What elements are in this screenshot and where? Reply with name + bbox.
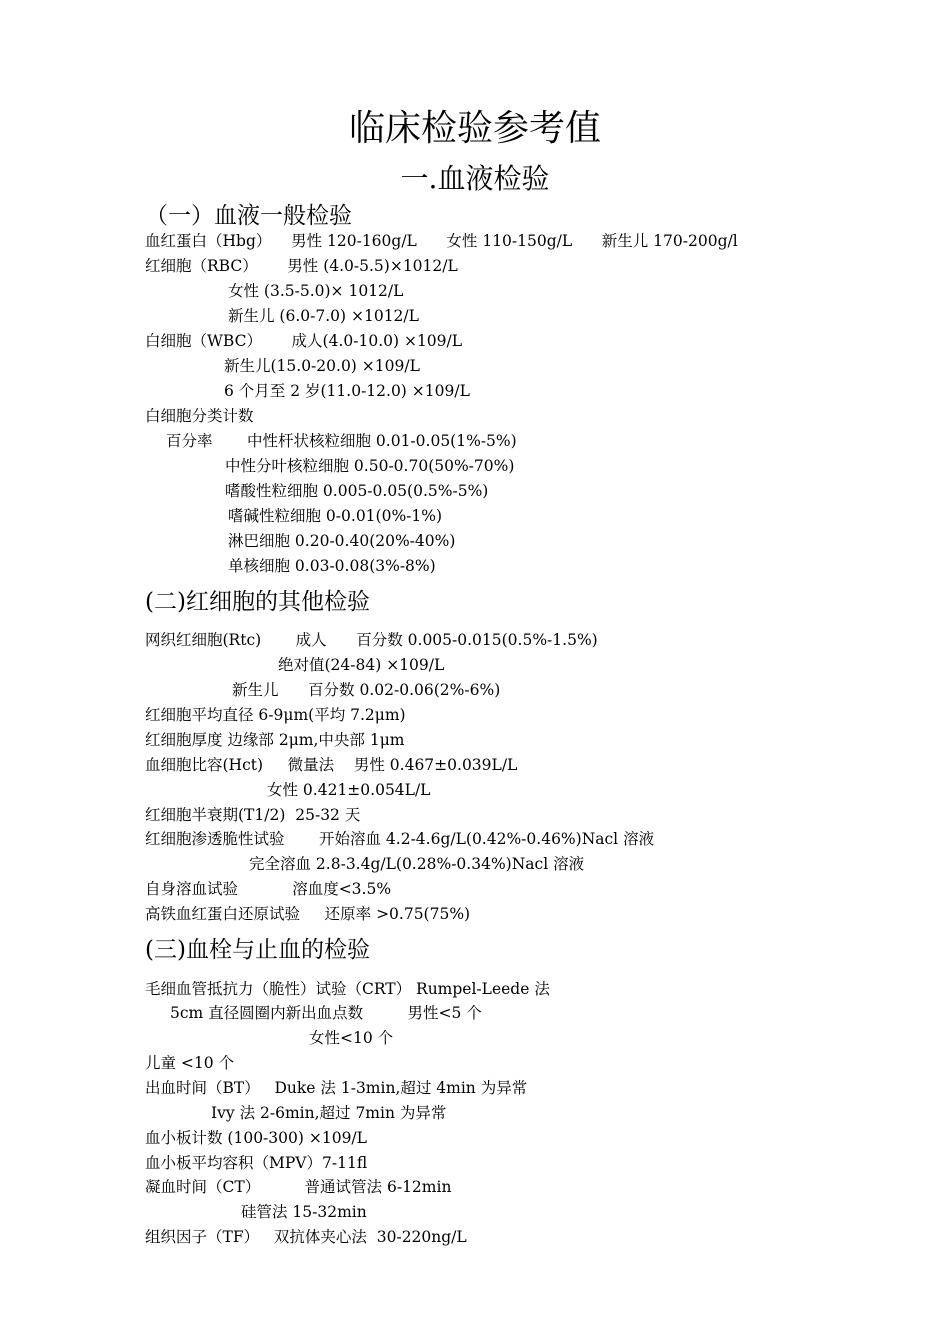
text-line: 女性 (3.5-5.0)× 1012/L: [228, 282, 404, 300]
text-line: 嗜酸性粒细胞 0.005-0.05(0.5%-5%): [225, 482, 489, 500]
text-line: 中性分叶核粒细胞 0.50-0.70(50%-70%): [225, 457, 515, 475]
text-line: 组织因子（TF） 双抗体夹心法 30-220ng/L: [145, 1228, 467, 1246]
text-line: 红细胞厚度 边缘部 2μm,中央部 1μm: [145, 731, 405, 749]
text-line: Ivy 法 2-6min,超过 7min 为异常: [211, 1104, 447, 1122]
text-line: 高铁血红蛋白还原试验 还原率 >0.75(75%): [145, 905, 471, 923]
text-line: 完全溶血 2.8-3.4g/L(0.28%-0.34%)Nacl 溶液: [249, 855, 585, 873]
text-line: 儿童 <10 个: [145, 1054, 235, 1072]
text-line: 新生儿 百分数 0.02-0.06(2%-6%): [232, 681, 501, 699]
text-line: 嗜碱性粒细胞 0-0.01(0%-1%): [228, 507, 443, 525]
text-line: 6 个月至 2 岁(11.0-12.0) ×109/L: [224, 382, 470, 400]
text-line: 5cm 直径圆圈内新出血点数 男性<5 个: [170, 1004, 482, 1022]
text-line: 百分率 中性杆状核粒细胞 0.01-0.05(1%-5%): [166, 432, 517, 450]
text-line: 血细胞比容(Hct) 微量法 男性 0.467±0.039L/L: [145, 756, 518, 774]
text-line: 新生儿 (6.0-7.0) ×1012/L: [228, 307, 419, 325]
text-line: 淋巴细胞 0.20-0.40(20%-40%): [228, 532, 456, 550]
text-line: 红细胞半衰期(T1/2) 25-32 天: [145, 806, 361, 824]
text-line: 网织红细胞(Rtc) 成人 百分数 0.005-0.015(0.5%-1.5%): [145, 631, 598, 649]
chapter-heading: 一.血液检验: [400, 162, 550, 195]
document-title: 临床检验参考值: [348, 108, 601, 149]
text-line: 白细胞分类计数: [145, 407, 254, 425]
text-line: 凝血时间（CT） 普通试管法 6-12min: [145, 1178, 452, 1196]
section-heading-blood-general: （一）血液一般检验: [145, 203, 352, 229]
text-line: 单核细胞 0.03-0.08(3%-8%): [228, 557, 436, 575]
text-line: 自身溶血试验 溶血度<3.5%: [145, 880, 392, 898]
text-line: 红细胞渗透脆性试验 开始溶血 4.2-4.6g/L(0.42%-0.46%)Nacl 溶液: [145, 830, 655, 848]
text-line: 红细胞（RBC） 男性 (4.0-5.5)×1012/L: [145, 257, 458, 275]
text-line: 硅管法 15-32min: [241, 1203, 367, 1221]
text-line: 女性 0.421±0.054L/L: [267, 781, 431, 799]
text-line: 出血时间（BT） Duke 法 1-3min,超过 4min 为异常: [145, 1079, 528, 1097]
section-heading-thrombosis-hemostasis: (三)血栓与止血的检验: [145, 937, 370, 963]
text-line: 毛细血管抵抗力（脆性）试验（CRT） Rumpel-Leede 法: [145, 980, 550, 998]
text-line: 血小板平均容积（MPV）7-11fl: [145, 1154, 368, 1172]
text-line: 绝对值(24-84) ×109/L: [278, 656, 445, 674]
text-line: 血红蛋白（Hbg） 男性 120-160g/L 女性 110-150g/L 新生儿 170-200g/l: [145, 232, 738, 250]
text-line: 红细胞平均直径 6-9μm(平均 7.2μm): [145, 706, 406, 724]
text-line: 新生儿(15.0-20.0) ×109/L: [224, 357, 420, 375]
text-line: 白细胞（WBC） 成人(4.0-10.0) ×109/L: [145, 332, 463, 350]
text-line: 女性<10 个: [309, 1029, 394, 1047]
text-line: 血小板计数 (100-300) ×109/L: [145, 1129, 367, 1147]
section-heading-rbc-other: (二)红细胞的其他检验: [145, 589, 370, 615]
